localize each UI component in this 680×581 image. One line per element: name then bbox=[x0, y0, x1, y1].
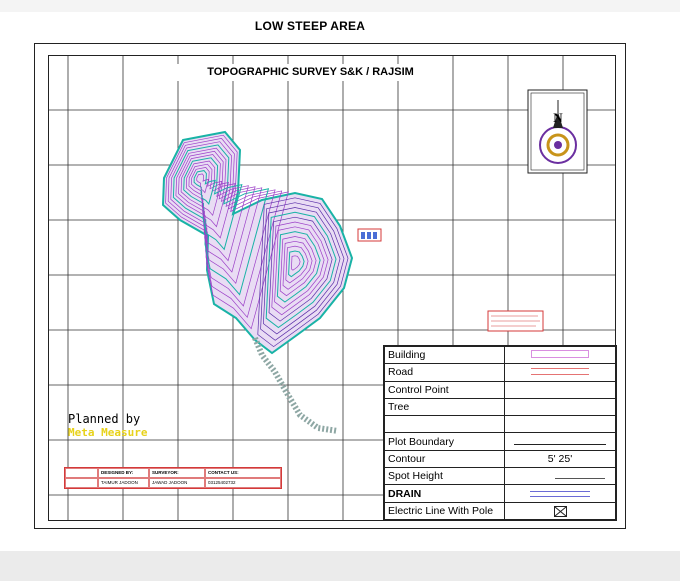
legend-table bbox=[383, 345, 617, 521]
contact-label: CONTACT US: bbox=[205, 468, 281, 478]
legend-label: Control Point bbox=[385, 381, 505, 398]
access-road bbox=[255, 338, 338, 431]
map-title: TOPOGRAPHIC SURVEY S&K / RAJSIM bbox=[175, 64, 446, 81]
legend-row bbox=[385, 364, 616, 381]
drain-swatch bbox=[530, 491, 590, 497]
north-arrow bbox=[528, 90, 587, 173]
plot-boundary-swatch bbox=[514, 444, 606, 445]
legend-label: Electric Line With Pole bbox=[385, 502, 505, 519]
legend-label: Spot Height bbox=[385, 468, 505, 485]
legend-symbol bbox=[505, 364, 616, 381]
surveyor-label: SURVEYOR: bbox=[149, 468, 205, 478]
stamp-box bbox=[488, 311, 543, 331]
road-swatch bbox=[531, 368, 589, 375]
legend-symbol bbox=[505, 450, 616, 467]
legend-label: Plot Boundary bbox=[385, 433, 505, 450]
legend-label: Contour bbox=[385, 450, 505, 467]
contour-map bbox=[163, 132, 352, 431]
designed-by-label: DESIGNED BY: bbox=[98, 468, 149, 478]
spot-height-swatch bbox=[555, 478, 605, 479]
north-label: N bbox=[553, 110, 563, 125]
contour-interval: 5' 25' bbox=[547, 452, 573, 465]
title-block bbox=[64, 467, 282, 489]
legend-row bbox=[385, 502, 616, 519]
legend-label: Tree bbox=[385, 398, 505, 415]
legend-row bbox=[385, 468, 616, 485]
electric-pole-icon bbox=[554, 506, 567, 517]
legend-label: DRAIN bbox=[385, 485, 505, 502]
contact-value: 03125402732 bbox=[205, 478, 281, 488]
legend-symbol bbox=[505, 485, 616, 502]
title-block-blank-2 bbox=[65, 478, 98, 488]
planned-by-label: Planned by bbox=[68, 412, 141, 426]
building-symbol bbox=[358, 229, 381, 241]
planned-by bbox=[68, 412, 147, 440]
surveyor-value: JAWAD JADOON bbox=[149, 478, 205, 488]
legend-symbol bbox=[505, 468, 616, 485]
page-title: LOW STEEP AREA bbox=[254, 19, 366, 33]
legend-symbol bbox=[505, 398, 616, 415]
legend-row bbox=[385, 450, 616, 467]
legend-label: Road bbox=[385, 364, 505, 381]
legend-label: Building bbox=[385, 347, 505, 364]
legend-symbol bbox=[505, 381, 616, 398]
legend-symbol bbox=[505, 502, 616, 519]
legend-row bbox=[385, 398, 616, 415]
planned-by-brand: Meta Measure bbox=[68, 426, 148, 439]
legend-label bbox=[385, 416, 505, 433]
title-block-blank bbox=[65, 468, 98, 478]
legend-row bbox=[385, 381, 616, 398]
designed-by-value: TAIMUR JADOON bbox=[98, 478, 149, 488]
legend-symbol bbox=[505, 416, 616, 433]
legend-symbol bbox=[505, 347, 616, 364]
legend-symbol bbox=[505, 433, 616, 450]
legend-row bbox=[385, 433, 616, 450]
legend-row bbox=[385, 485, 616, 502]
building-swatch bbox=[531, 350, 589, 358]
legend-row bbox=[385, 416, 616, 433]
legend-row bbox=[385, 347, 616, 364]
